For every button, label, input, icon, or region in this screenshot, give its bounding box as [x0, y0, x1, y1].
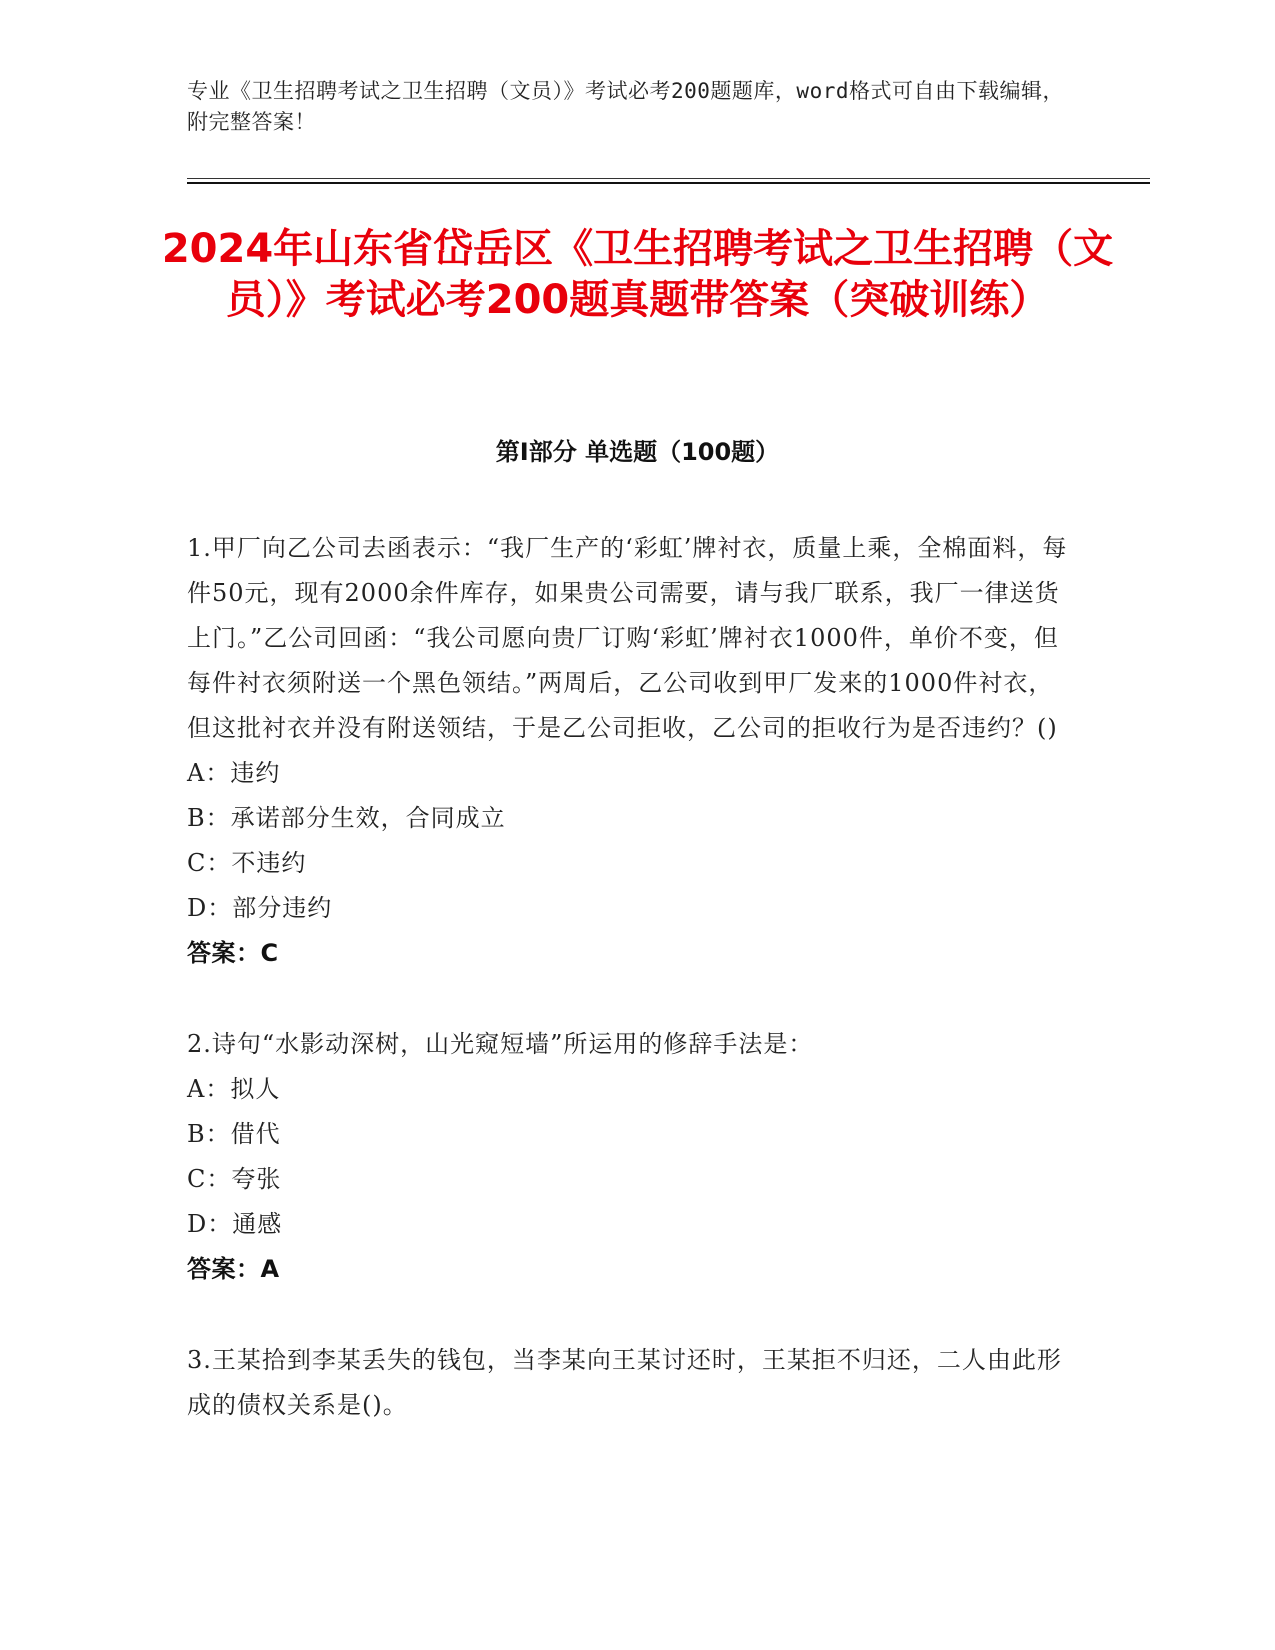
header-note: 专业《卫生招聘考试之卫生招聘（文员）》考试必考200题题库，word格式可自由下载编辑，附完整答案！ — [187, 79, 1064, 134]
document-title: 2024年山东省岱岳区《卫生招聘考试之卫生招聘（文员）》考试必考200题真题带答案（突破训练） — [161, 226, 1114, 323]
section-heading: 第Ⅰ部分 单选题（100题） — [495, 438, 780, 466]
answer-label: 答案：A — [187, 1255, 280, 1283]
question-3 — [187, 1338, 1077, 1428]
option-b: B：承诺部分生效，合同成立 — [187, 804, 506, 832]
question-text: 3.王某拾到李某丢失的钱包，当李某向王某讨还时，王某拒不归还，二人由此形成的债权关系是()。 — [187, 1346, 1062, 1419]
question-spacer — [187, 1292, 1077, 1338]
option-b: B：借代 — [187, 1120, 281, 1148]
option-d: D：通感 — [187, 1210, 283, 1238]
option-d: D：部分违约 — [187, 894, 333, 922]
option-c: C：夸张 — [187, 1165, 282, 1193]
header-divider-thin — [187, 178, 1150, 179]
question-list — [187, 526, 1077, 1428]
question-2 — [187, 1022, 1077, 1292]
question-1 — [187, 526, 1077, 976]
option-a: A：拟人 — [187, 1075, 281, 1103]
header-divider-thick — [187, 182, 1150, 184]
question-text: 1.甲厂向乙公司去函表示：“我厂生产的‘彩虹’牌衬衣，质量上乘，全棉面料，每件50元，现有2000余件库存，如果贵公司需要，请与我厂联系，我厂一律送货上门。”乙公司回函：“我公司愿向贵厂订购‘彩虹’牌衬衣1000件，单价不变，但每件衬衣须附送一个黑色领结。”两周后，乙公司收到甲厂发来的1000件衬衣，但这批衬衣并没有附送领结，于是乙公司拒收，乙公司的拒收行为是否违约？() — [187, 534, 1068, 742]
answer-label: 答案：C — [187, 939, 279, 967]
option-a: A：违约 — [187, 759, 281, 787]
question-spacer — [187, 976, 1077, 1022]
option-c: C：不违约 — [187, 849, 307, 877]
question-text: 2.诗句“水影动深树，山光窥短墙”所运用的修辞手法是： — [187, 1030, 814, 1058]
